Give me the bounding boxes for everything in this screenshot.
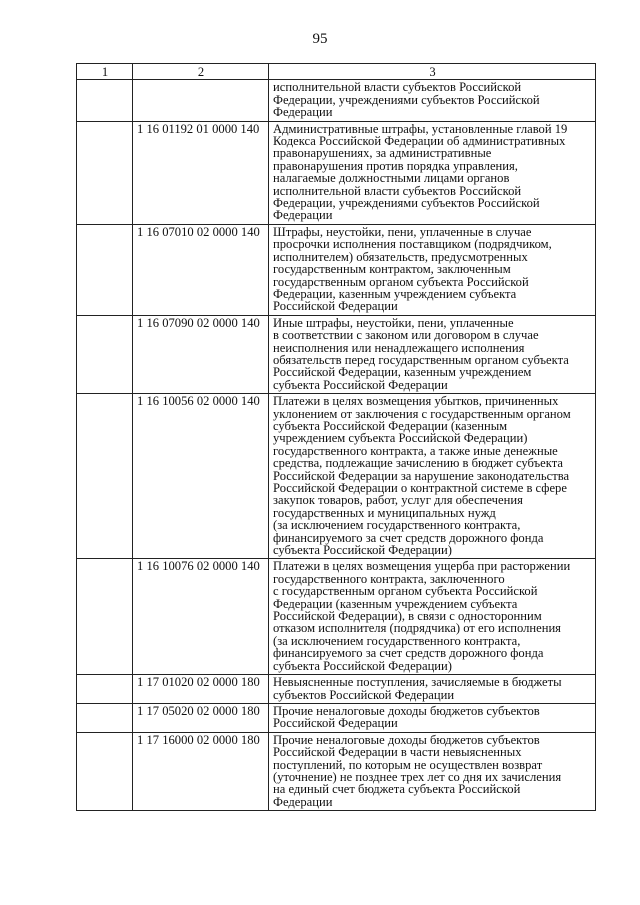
description-line: Российской Федерации xyxy=(273,299,398,314)
description-cell xyxy=(269,80,596,121)
description-line: исполнителем) обязательств, предусмотренных xyxy=(273,249,528,264)
description-line: Федерации, учреждениями субъектов Российской xyxy=(273,92,540,107)
row-number-cell xyxy=(77,315,133,393)
description-line: финансируемого за счет средств дорожного фонда xyxy=(273,530,544,545)
row-number-cell xyxy=(77,675,133,704)
table-row xyxy=(77,675,596,704)
budget-code-cell: 1 17 01020 02 0000 180 xyxy=(133,675,269,704)
description-line: Платежи в целях возмещения убытков, причиненных xyxy=(273,394,559,409)
description-line: (за исключением государственного контракта, xyxy=(273,518,521,533)
description-line: неисполнения или ненадлежащего исполнения xyxy=(273,340,525,355)
header-col-3: 3 xyxy=(269,64,596,80)
row-number-cell xyxy=(77,732,133,810)
header-col-2: 2 xyxy=(133,64,269,80)
description-cell xyxy=(269,224,596,315)
description-line: Российской Федерации в части невыясненных xyxy=(273,745,522,760)
description-cell xyxy=(269,394,596,559)
description-line: поступлений, по которым не осуществлен возврат xyxy=(273,757,543,772)
description-line: Иные штрафы, неустойки, пени, уплаченные xyxy=(273,315,514,330)
description-line: Федерации xyxy=(273,208,333,223)
description-cell xyxy=(269,732,596,810)
page-number: 95 xyxy=(312,31,328,47)
description-cell xyxy=(269,675,596,704)
description-line: Федерации, учреждениями субъектов Российской xyxy=(273,196,540,211)
description-line: финансируемого за счет средств дорожного фонда xyxy=(273,646,544,661)
description-line: налагаемые должностными лицами органов xyxy=(273,171,510,186)
budget-code-cell: 1 17 05020 02 0000 180 xyxy=(133,703,269,732)
row-number-cell xyxy=(77,559,133,675)
description-line: правонарушениях, за административные xyxy=(273,146,492,161)
description-line: государственным органом субъекта Российской xyxy=(273,274,529,289)
table-row xyxy=(77,121,596,224)
description-line: субъекта Российской Федерации) xyxy=(273,658,452,673)
description-line: на единый счет бюджета субъекта Российской xyxy=(273,782,521,797)
row-number-cell xyxy=(77,703,133,732)
description-line: Федерации, казенным учреждением субъекта xyxy=(273,286,517,301)
description-line: в соответствии с законом или договором в случае xyxy=(273,328,539,343)
description-line: Невыясненные поступления, зачисляемые в бюджеты xyxy=(273,675,562,690)
table-row xyxy=(77,703,596,732)
description-line: субъектов Российской Федерации xyxy=(273,687,455,702)
description-line: Российской Федерации xyxy=(273,716,398,731)
description-line: Административные штрафы, установленные главой 19 xyxy=(273,121,568,136)
description-line: субъекта Российской Федерации) xyxy=(273,543,452,558)
description-line: Федерации (казенным учреждением субъекта xyxy=(273,596,518,611)
description-line: субъекта Российской Федерации (казенным xyxy=(273,418,508,433)
description-line: Федерации xyxy=(273,794,333,809)
row-number-cell xyxy=(77,80,133,121)
table-row xyxy=(77,224,596,315)
budget-code-cell: 1 16 10076 02 0000 140 xyxy=(133,559,269,675)
description-cell xyxy=(269,121,596,224)
description-line: Российской Федерации о контрактной системе в сфере xyxy=(273,481,567,495)
description-cell xyxy=(269,315,596,393)
description-line: Федерации xyxy=(273,105,333,120)
description-line: учреждением субъекта Российской Федерации) xyxy=(273,431,528,446)
table-row xyxy=(77,394,596,559)
table-row xyxy=(77,80,596,121)
description-line: Кодекса Российской Федерации об административных xyxy=(273,134,566,149)
budget-code-cell: 1 16 10056 02 0000 140 xyxy=(133,394,269,559)
description-line: государственного контракта, а также иные денежные xyxy=(273,443,558,458)
description-line: государственным контрактом, заключенным xyxy=(273,262,511,277)
budget-code-cell xyxy=(133,80,269,121)
description-line: исполнительной власти субъектов Российской xyxy=(273,80,522,95)
description-line: средства, подлежащие зачислению в бюджет субъекта xyxy=(273,456,563,471)
table-row xyxy=(77,559,596,675)
description-line: Прочие неналоговые доходы бюджетов субъектов xyxy=(273,703,540,718)
row-number-cell xyxy=(77,224,133,315)
description-line: отказом исполнителя (подрядчика) от его исполнения xyxy=(273,621,561,636)
description-cell xyxy=(269,559,596,675)
budget-code-cell: 1 16 07010 02 0000 140 xyxy=(133,224,269,315)
description-line: (за исключением государственного контракта, xyxy=(273,633,521,648)
description-line: просрочки исполнения поставщиком (подрядчиком, xyxy=(273,237,552,252)
description-line: исполнительной власти субъектов Российской xyxy=(273,183,522,198)
table-header-row xyxy=(77,64,596,80)
description-line: Российской Федерации, казенным учреждением xyxy=(273,365,532,380)
description-line: Штрафы, неустойки, пени, уплаченные в случае xyxy=(273,224,532,239)
description-line: обязательств перед государственным органом субъекта xyxy=(273,352,569,367)
description-line: (уточнение) не позднее трех лет со дня их зачисления xyxy=(273,769,562,784)
table-row xyxy=(77,732,596,810)
header-col-1: 1 xyxy=(77,64,133,80)
description-line: Платежи в целях возмещения ущерба при расторжении xyxy=(273,559,571,574)
budget-code-cell: 1 17 16000 02 0000 180 xyxy=(133,732,269,810)
description-line: закупок товаров, работ, услуг для обеспечения xyxy=(273,493,523,508)
description-line: правонарушения против порядка управления, xyxy=(273,158,518,173)
row-number-cell xyxy=(77,121,133,224)
budget-code-cell: 1 16 01192 01 0000 140 xyxy=(133,121,269,224)
description-line: Прочие неналоговые доходы бюджетов субъектов xyxy=(273,732,540,747)
description-line: Российской Федерации за нарушение законодательства xyxy=(273,468,570,483)
description-line: Российской Федерации), в связи с односторонним xyxy=(273,609,542,624)
budget-code-table xyxy=(76,63,596,811)
budget-code-cell: 1 16 07090 02 0000 140 xyxy=(133,315,269,393)
description-line: государственных и муниципальных нужд xyxy=(273,505,496,520)
description-line: с государственным органом субъекта Российской xyxy=(273,584,538,599)
table-body xyxy=(77,80,596,811)
table-row xyxy=(77,315,596,393)
description-line: субъекта Российской Федерации xyxy=(273,377,448,392)
description-cell xyxy=(269,703,596,732)
description-line: уклонением от заключения с государственным органом xyxy=(273,406,571,421)
row-number-cell xyxy=(77,394,133,559)
description-line: государственного контракта, заключенного xyxy=(273,571,505,586)
